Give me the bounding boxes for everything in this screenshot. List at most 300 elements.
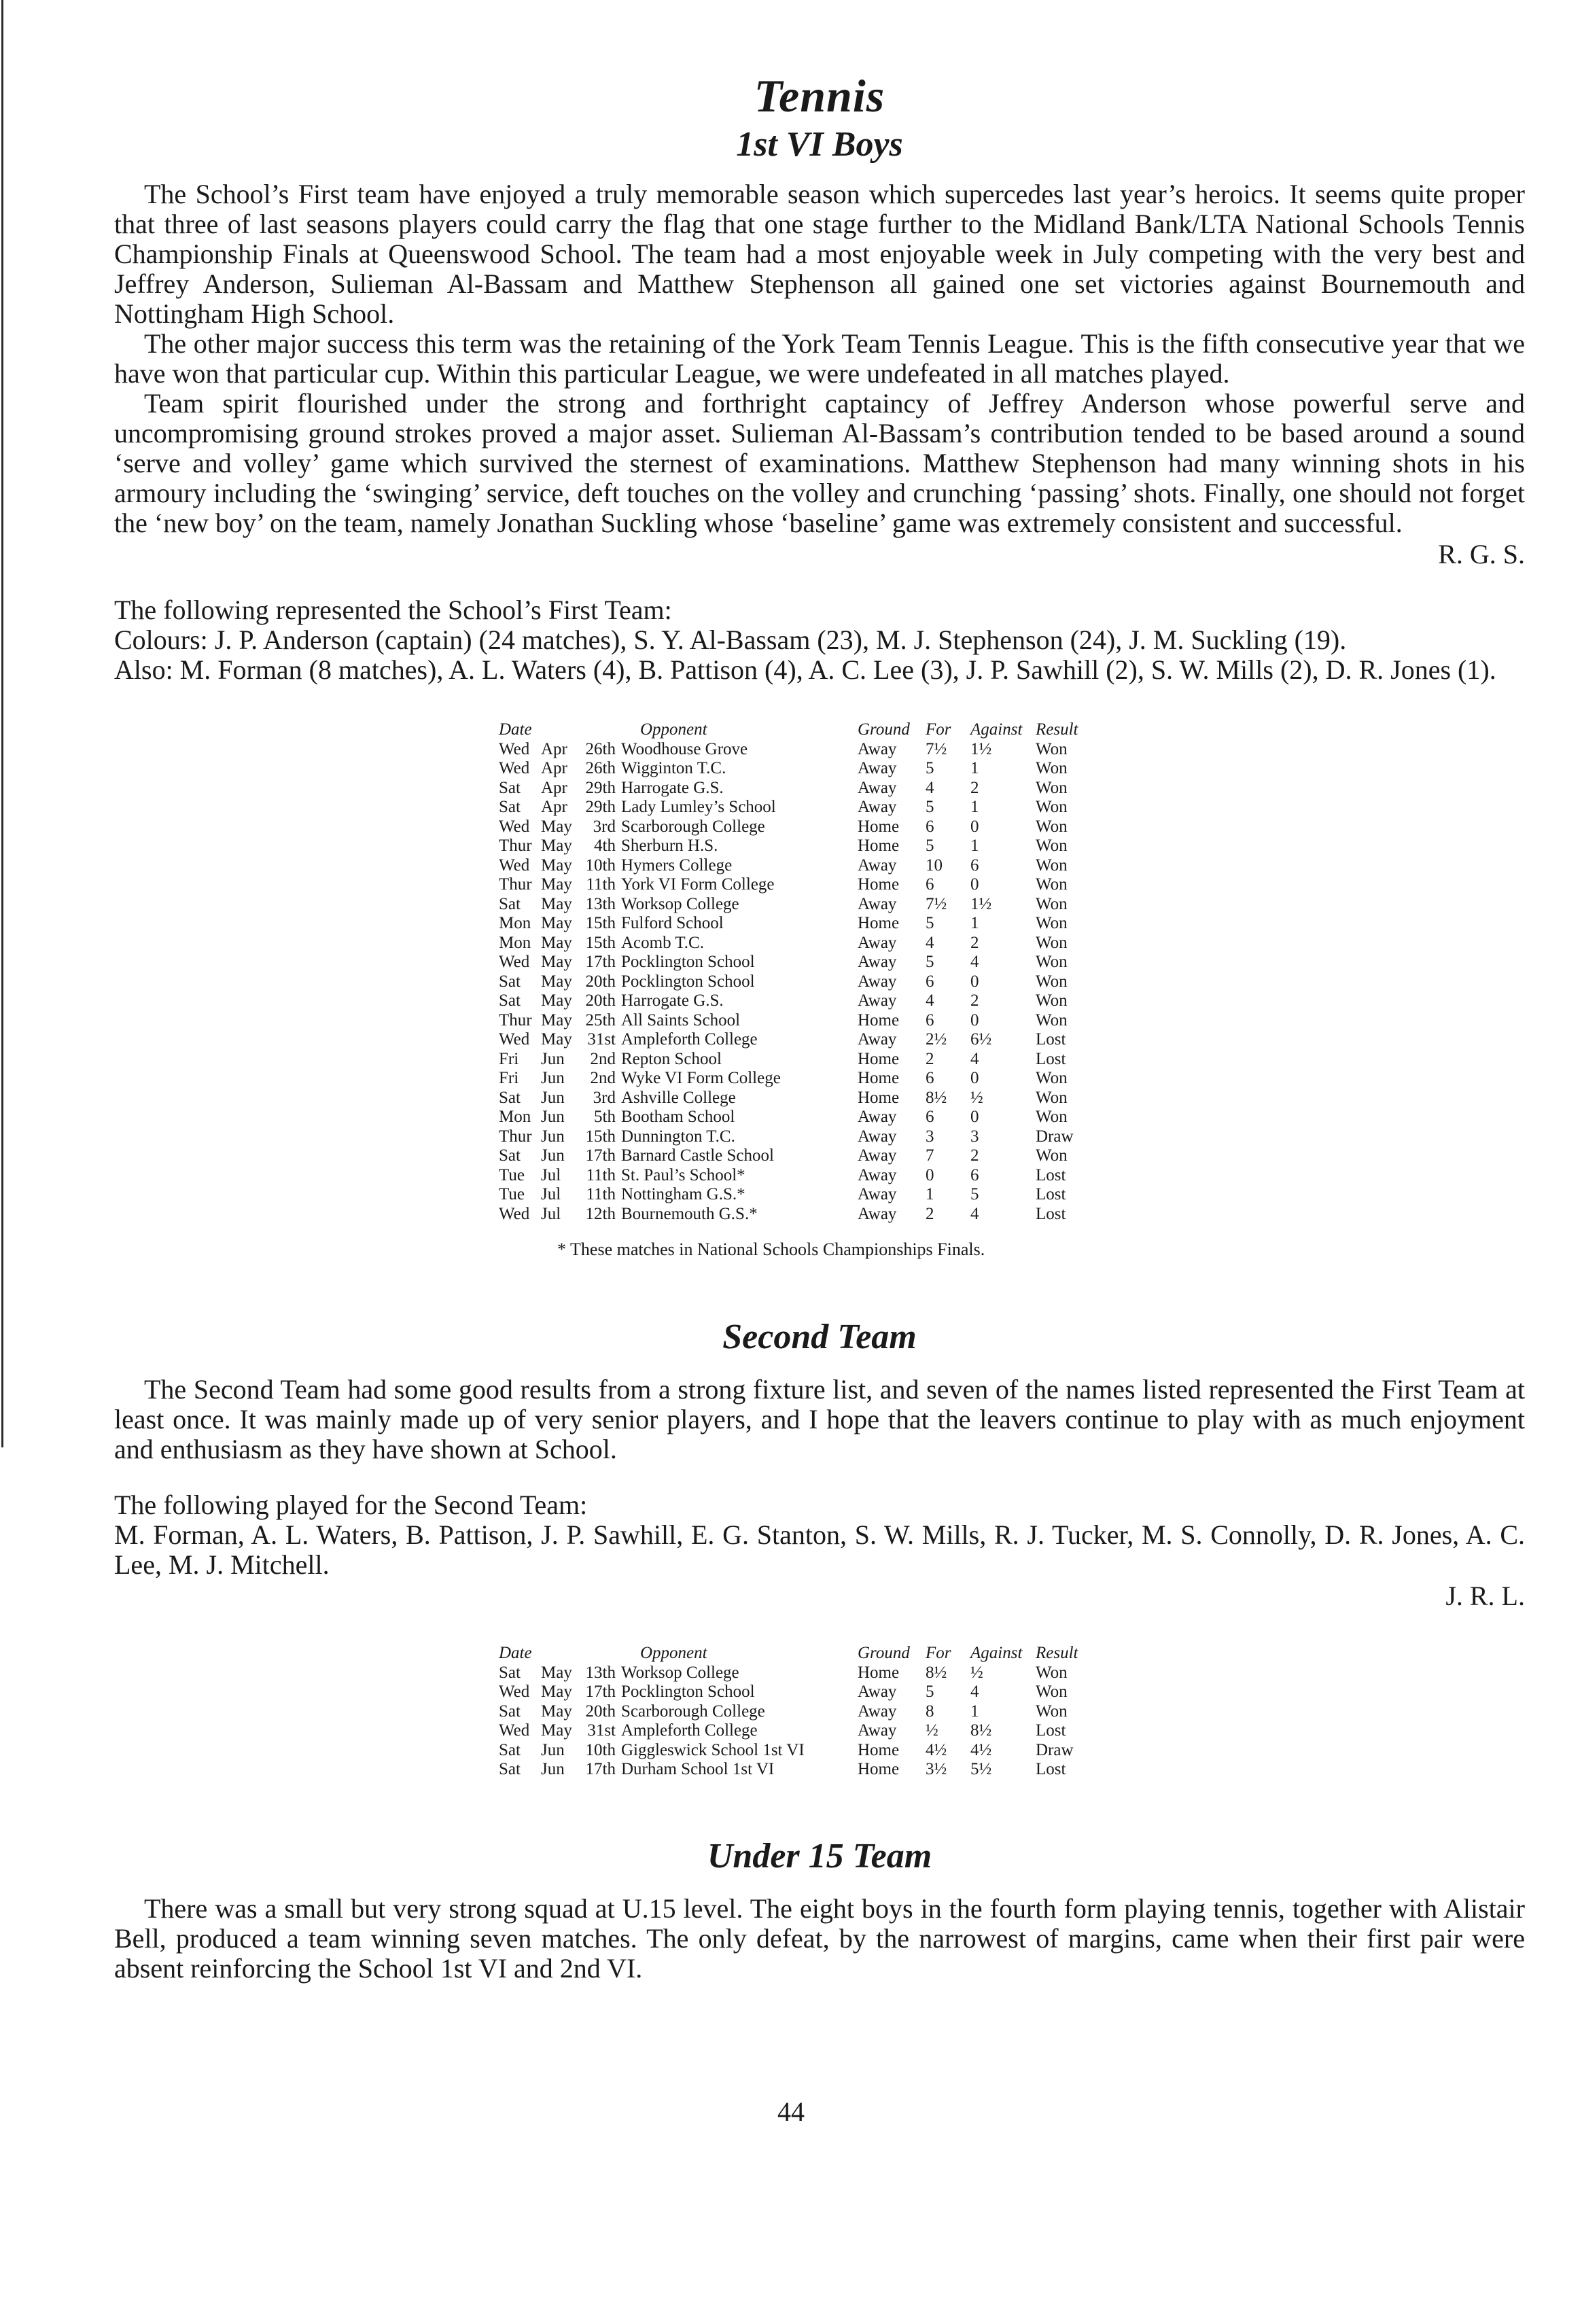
cell-opponent: Ashville College xyxy=(621,1088,736,1107)
cell-day: Sat xyxy=(499,972,521,991)
cell-month: May xyxy=(541,817,572,836)
cell-ground: Away xyxy=(858,1146,897,1165)
cell-for: 6 xyxy=(926,972,934,991)
cell-opponent: Durham School 1st VI xyxy=(621,1760,775,1778)
cell-ground: Home xyxy=(858,1760,900,1778)
cell-month: May xyxy=(541,1721,572,1740)
cell-date: 31st xyxy=(587,1030,616,1049)
cell-opponent: Scarborough College xyxy=(621,1702,765,1721)
cell-ground: Away xyxy=(858,739,897,758)
cell-result: Won xyxy=(1036,1010,1068,1029)
cell-date: 10th xyxy=(585,1740,616,1759)
cell-against: 0 xyxy=(970,1108,979,1126)
cell-result: Lost xyxy=(1036,1030,1066,1049)
cell-result: Won xyxy=(1036,856,1068,875)
cell-month: May xyxy=(541,1683,572,1701)
table-row xyxy=(499,1185,1090,1205)
table-row xyxy=(499,1127,1090,1147)
cell-for: 5 xyxy=(926,953,934,971)
table-row xyxy=(499,759,1090,779)
table-row xyxy=(499,817,1090,837)
cell-for: 6 xyxy=(926,1010,934,1029)
cell-against: 4 xyxy=(970,953,979,971)
cell-ground: Home xyxy=(858,1740,900,1759)
cell-ground: Home xyxy=(858,1088,900,1107)
header-date: Date xyxy=(499,720,532,739)
header-ground: Ground xyxy=(858,720,910,739)
table-row xyxy=(499,972,1090,992)
cell-result: Won xyxy=(1036,1108,1068,1126)
cell-day: Sat xyxy=(499,1740,521,1759)
first-team-paragraph: The other major success this term was the retaining of the York Team Tennis League. This is the fifth consecutive year that we have won that particular cup. Within this particular League, we were undefeated in all matches played. xyxy=(114,328,1525,389)
cell-day: Wed xyxy=(499,1030,530,1049)
table-row xyxy=(499,895,1090,915)
cell-result: Lost xyxy=(1036,1760,1066,1778)
first-team-also: Also: M. Forman (8 matches), A. L. Waters (4), B. Pattison (4), A. C. Lee (3), J. P. Sawhill (2), S. W. Mills (2), D. R. Jones (1). xyxy=(114,654,1496,685)
cell-day: Sat xyxy=(499,1146,521,1165)
cell-ground: Home xyxy=(858,837,900,855)
table-row xyxy=(499,837,1090,856)
cell-for: 5 xyxy=(926,914,934,932)
cell-against: 6 xyxy=(970,1165,979,1184)
cell-day: Mon xyxy=(499,914,531,932)
cell-month: Jun xyxy=(541,1760,565,1778)
cell-opponent: Bootham School xyxy=(621,1108,735,1126)
cell-date: 25th xyxy=(585,1010,616,1029)
cell-month: May xyxy=(541,856,572,875)
cell-for: 7 xyxy=(926,1146,934,1165)
cell-date: 2nd xyxy=(590,1069,616,1087)
second-team-paragraph: The Second Team had some good results from a strong fixture list, and seven of the names listed represented the First Team at least once. It was mainly made up of very senior players, and I hope that the leavers continue to play with as much enjoyment and enthusiasm as they have shown at School. xyxy=(114,1374,1525,1464)
cell-against: ½ xyxy=(970,1663,983,1682)
cell-ground: Home xyxy=(858,1069,900,1087)
cell-result: Won xyxy=(1036,817,1068,836)
cell-result: Won xyxy=(1036,1683,1068,1701)
cell-for: 0 xyxy=(926,1165,934,1184)
cell-opponent: Fulford School xyxy=(621,914,724,932)
cell-for: 6 xyxy=(926,817,934,836)
cell-ground: Away xyxy=(858,1030,897,1049)
cell-month: Jun xyxy=(541,1069,565,1087)
cell-day: Wed xyxy=(499,953,530,971)
cell-ground: Away xyxy=(858,933,897,952)
cell-ground: Home xyxy=(858,1663,900,1682)
cell-opponent: All Saints School xyxy=(621,1010,741,1029)
table-row xyxy=(499,1683,1090,1702)
table-row xyxy=(499,934,1090,953)
cell-opponent: Sherburn H.S. xyxy=(621,837,718,855)
cell-month: Jun xyxy=(541,1127,565,1146)
cell-opponent: Barnard Castle School xyxy=(621,1146,774,1165)
cell-ground: Away xyxy=(858,1204,897,1223)
cell-opponent: Harrogate G.S. xyxy=(621,778,724,797)
cell-month: May xyxy=(541,972,572,991)
table-row xyxy=(499,875,1090,895)
cell-date: 17th xyxy=(585,953,616,971)
cell-month: May xyxy=(541,875,572,894)
cell-ground: Home xyxy=(858,875,900,894)
cell-result: Lost xyxy=(1036,1204,1066,1223)
table-row xyxy=(499,991,1090,1011)
cell-month: May xyxy=(541,1010,572,1029)
cell-opponent: Ampleforth College xyxy=(621,1721,758,1740)
cell-result: Won xyxy=(1036,953,1068,971)
cell-against: 2 xyxy=(970,933,979,952)
table-row xyxy=(499,1702,1090,1722)
first-team-heading: 1st VI Boys xyxy=(736,125,903,164)
cell-opponent: Nottingham G.S.* xyxy=(621,1185,745,1203)
cell-month: May xyxy=(541,1663,572,1682)
cell-ground: Away xyxy=(858,894,897,913)
cell-day: Thur xyxy=(499,1127,532,1146)
cell-opponent: Worksop College xyxy=(621,894,739,913)
cell-date: 31st xyxy=(587,1721,616,1740)
table-row xyxy=(499,798,1090,817)
cell-against: 8½ xyxy=(970,1721,992,1740)
under15-paragraph: There was a small but very strong squad at U.15 level. The eight boys in the fourth form playing tennis, together with Alistair Bell, produced a team winning seven matches. The only defeat, by the narrowest of margins, came when their first pair were absent reinforcing the School 1st VI and 2nd VI. xyxy=(114,1892,1525,1984)
cell-result: Won xyxy=(1036,914,1068,932)
cell-opponent: Pocklington School xyxy=(621,953,755,971)
table-row xyxy=(499,856,1090,876)
cell-against: 6 xyxy=(970,856,979,875)
cell-result: Won xyxy=(1036,894,1068,913)
second-team-names: M. Forman, A. L. Waters, B. Pattison, J. P. Sawhill, E. G. Stanton, S. W. Mills, R. J. Tucker, M. S. Connolly, D. R. Jones, A. C. Lee, M. J. Mitchell. xyxy=(114,1519,1525,1580)
cell-ground: Home xyxy=(858,1049,900,1068)
cell-date: 5th xyxy=(594,1108,616,1126)
cell-month: Jul xyxy=(541,1204,561,1223)
header-date: Date xyxy=(499,1644,532,1662)
cell-against: 0 xyxy=(970,1069,979,1087)
cell-for: ½ xyxy=(926,1721,938,1740)
cell-ground: Away xyxy=(858,856,897,875)
page-edge-line xyxy=(1,0,3,1447)
cell-result: Won xyxy=(1036,798,1068,816)
cell-for: 8½ xyxy=(926,1663,947,1682)
second-team-heading: Second Team xyxy=(722,1318,917,1356)
cell-date: 13th xyxy=(585,1663,616,1682)
table-row xyxy=(499,1030,1090,1050)
first-team-results-table xyxy=(499,720,1090,1224)
cell-opponent: Woodhouse Grove xyxy=(621,739,748,758)
cell-month: Jun xyxy=(541,1049,565,1068)
cell-result: Won xyxy=(1036,1663,1068,1682)
cell-for: 6 xyxy=(926,1069,934,1087)
cell-result: Won xyxy=(1036,991,1068,1010)
cell-against: 2 xyxy=(970,1146,979,1165)
cell-ground: Away xyxy=(858,1185,897,1203)
table-row xyxy=(499,740,1090,760)
table-row xyxy=(499,1108,1090,1127)
cell-date: 17th xyxy=(585,1760,616,1778)
cell-against: 0 xyxy=(970,817,979,836)
cell-date: 20th xyxy=(585,991,616,1010)
cell-for: 3½ xyxy=(926,1760,947,1778)
cell-result: Draw xyxy=(1036,1740,1074,1759)
cell-result: Won xyxy=(1036,759,1068,777)
cell-against: 2 xyxy=(970,778,979,797)
page-title: Tennis xyxy=(754,70,885,122)
cell-month: May xyxy=(541,933,572,952)
cell-result: Won xyxy=(1036,778,1068,797)
cell-against: 2 xyxy=(970,991,979,1010)
cell-ground: Home xyxy=(858,914,900,932)
cell-date: 12th xyxy=(585,1204,616,1223)
cell-against: 0 xyxy=(970,1010,979,1029)
cell-day: Sat xyxy=(499,894,521,913)
cell-ground: Away xyxy=(858,1165,897,1184)
cell-for: 6 xyxy=(926,1108,934,1126)
table-row xyxy=(499,914,1090,934)
table-row xyxy=(499,1011,1090,1031)
cell-opponent: Bournemouth G.S.* xyxy=(621,1204,758,1223)
cell-date: 15th xyxy=(585,933,616,952)
cell-date: 2nd xyxy=(590,1049,616,1068)
cell-against: ½ xyxy=(970,1088,983,1107)
under15-heading: Under 15 Team xyxy=(707,1836,932,1876)
cell-opponent: St. Paul’s School* xyxy=(621,1165,745,1184)
cell-for: 5 xyxy=(926,759,934,777)
cell-result: Won xyxy=(1036,739,1068,758)
cell-date: 15th xyxy=(585,914,616,932)
cell-day: Sat xyxy=(499,1663,521,1682)
cell-against: 0 xyxy=(970,972,979,991)
cell-date: 26th xyxy=(585,759,616,777)
page-number: 44 xyxy=(777,2096,805,2127)
cell-date: 20th xyxy=(585,972,616,991)
header-ground: Ground xyxy=(858,1644,910,1662)
cell-ground: Away xyxy=(858,1127,897,1146)
cell-opponent: Harrogate G.S. xyxy=(621,991,724,1010)
cell-for: 4 xyxy=(926,991,934,1010)
cell-ground: Away xyxy=(858,991,897,1010)
cell-day: Wed xyxy=(499,739,530,758)
cell-result: Lost xyxy=(1036,1165,1066,1184)
table-header-row xyxy=(499,720,1090,740)
cell-date: 4th xyxy=(594,837,616,855)
cell-date: 17th xyxy=(585,1146,616,1165)
cell-month: May xyxy=(541,894,572,913)
table-header-row xyxy=(499,1644,1090,1663)
cell-result: Lost xyxy=(1036,1721,1066,1740)
cell-result: Lost xyxy=(1036,1049,1066,1068)
cell-day: Sat xyxy=(499,1702,521,1721)
second-team-played-intro: The following played for the Second Team: xyxy=(114,1490,588,1520)
cell-for: 5 xyxy=(926,837,934,855)
cell-result: Won xyxy=(1036,1069,1068,1087)
cell-result: Won xyxy=(1036,1702,1068,1721)
header-result: Result xyxy=(1036,720,1078,739)
cell-opponent: Wyke VI Form College xyxy=(621,1069,781,1087)
cell-against: 5½ xyxy=(970,1760,992,1778)
cell-day: Mon xyxy=(499,1108,531,1126)
cell-for: 4 xyxy=(926,933,934,952)
cell-month: Jun xyxy=(541,1740,565,1759)
cell-opponent: Lady Lumley’s School xyxy=(621,798,776,816)
cell-against: 6½ xyxy=(970,1030,992,1049)
cell-month: May xyxy=(541,1030,572,1049)
header-result: Result xyxy=(1036,1644,1078,1662)
cell-month: Jun xyxy=(541,1088,565,1107)
cell-opponent: Acomb T.C. xyxy=(621,933,704,952)
table-row xyxy=(499,1050,1090,1070)
cell-date: 10th xyxy=(585,856,616,875)
cell-against: 1½ xyxy=(970,894,992,913)
header-for: For xyxy=(926,1644,951,1662)
cell-date: 3rd xyxy=(593,1088,616,1107)
cell-month: May xyxy=(541,953,572,971)
cell-day: Fri xyxy=(499,1069,519,1087)
cell-for: 2 xyxy=(926,1049,934,1068)
cell-against: 1 xyxy=(970,798,979,816)
cell-date: 20th xyxy=(585,1702,616,1721)
cell-date: 13th xyxy=(585,894,616,913)
table-row xyxy=(499,1205,1090,1225)
cell-opponent: Scarborough College xyxy=(621,817,765,836)
cell-ground: Away xyxy=(858,972,897,991)
cell-against: 1 xyxy=(970,837,979,855)
table-row xyxy=(499,953,1090,972)
cell-date: 17th xyxy=(585,1683,616,1701)
cell-for: 8½ xyxy=(926,1088,947,1107)
cell-result: Won xyxy=(1036,933,1068,952)
cell-day: Thur xyxy=(499,1010,532,1029)
cell-ground: Away xyxy=(858,798,897,816)
cell-result: Won xyxy=(1036,837,1068,855)
cell-opponent: Repton School xyxy=(621,1049,722,1068)
cell-opponent: Pocklington School xyxy=(621,1683,755,1701)
cell-ground: Away xyxy=(858,1721,897,1740)
cell-day: Wed xyxy=(499,759,530,777)
cell-result: Won xyxy=(1036,1146,1068,1165)
table-row xyxy=(499,1166,1090,1186)
cell-opponent: Worksop College xyxy=(621,1663,739,1682)
cell-ground: Away xyxy=(858,1683,897,1701)
cell-day: Wed xyxy=(499,856,530,875)
cell-for: 5 xyxy=(926,798,934,816)
cell-ground: Away xyxy=(858,1108,897,1126)
cell-against: 4 xyxy=(970,1049,979,1068)
cell-for: 1 xyxy=(926,1185,934,1203)
cell-date: 11th xyxy=(586,1185,616,1203)
cell-opponent: Hymers College xyxy=(621,856,733,875)
second-team-signature: J. R. L. xyxy=(1445,1581,1525,1611)
cell-opponent: Dunnington T.C. xyxy=(621,1127,735,1146)
table-row xyxy=(499,779,1090,798)
cell-day: Sat xyxy=(499,778,521,797)
cell-ground: Away xyxy=(858,778,897,797)
cell-for: 5 xyxy=(926,1683,934,1701)
table-row xyxy=(499,1760,1090,1780)
cell-ground: Home xyxy=(858,1010,900,1029)
cell-date: 15th xyxy=(585,1127,616,1146)
cell-day: Sat xyxy=(499,1088,521,1107)
cell-for: 6 xyxy=(926,875,934,894)
cell-opponent: York VI Form College xyxy=(621,875,775,894)
first-team-signature: R. G. S. xyxy=(1438,539,1525,569)
cell-month: May xyxy=(541,991,572,1010)
table-row xyxy=(499,1069,1090,1089)
cell-ground: Away xyxy=(858,953,897,971)
cell-month: Apr xyxy=(541,798,567,816)
first-team-colours: Colours: J. P. Anderson (captain) (24 matches), S. Y. Al-Bassam (23), M. J. Stephenson (24), J. M. Suckling (19). xyxy=(114,624,1347,655)
page xyxy=(114,68,1525,1984)
cell-month: Jul xyxy=(541,1165,561,1184)
cell-month: Jul xyxy=(541,1185,561,1203)
cell-month: May xyxy=(541,837,572,855)
cell-day: Fri xyxy=(499,1049,519,1068)
cell-month: Apr xyxy=(541,778,567,797)
table-row xyxy=(499,1741,1090,1761)
cell-result: Lost xyxy=(1036,1185,1066,1203)
cell-date: 3rd xyxy=(593,817,616,836)
cell-against: 0 xyxy=(970,875,979,894)
cell-result: Won xyxy=(1036,1088,1068,1107)
cell-for: 4½ xyxy=(926,1740,947,1759)
cell-day: Wed xyxy=(499,817,530,836)
cell-for: 2½ xyxy=(926,1030,947,1049)
first-team-represented-intro: The following represented the School’s First Team: xyxy=(114,595,672,625)
cell-for: 8 xyxy=(926,1702,934,1721)
cell-month: May xyxy=(541,1702,572,1721)
cell-against: 1½ xyxy=(970,739,992,758)
cell-month: Jun xyxy=(541,1108,565,1126)
cell-month: Apr xyxy=(541,759,567,777)
table-row xyxy=(499,1146,1090,1166)
cell-ground: Away xyxy=(858,759,897,777)
cell-against: 4½ xyxy=(970,1740,992,1759)
cell-month: Jun xyxy=(541,1146,565,1165)
cell-for: 4 xyxy=(926,778,934,797)
cell-date: 11th xyxy=(586,875,616,894)
cell-day: Wed xyxy=(499,1683,530,1701)
cell-ground: Away xyxy=(858,1702,897,1721)
cell-ground: Home xyxy=(858,817,900,836)
cell-date: 29th xyxy=(585,798,616,816)
cell-day: Wed xyxy=(499,1721,530,1740)
cell-opponent: Pocklington School xyxy=(621,972,755,991)
cell-day: Wed xyxy=(499,1204,530,1223)
cell-against: 4 xyxy=(970,1204,979,1223)
cell-against: 1 xyxy=(970,1702,979,1721)
table-row xyxy=(499,1721,1090,1741)
cell-against: 3 xyxy=(970,1127,979,1146)
cell-day: Thur xyxy=(499,875,532,894)
cell-against: 5 xyxy=(970,1185,979,1203)
cell-for: 2 xyxy=(926,1204,934,1223)
header-opponent: Opponent xyxy=(640,1644,707,1662)
first-team-paragraph: Team spirit flourished under the strong and forthright captaincy of Jeffrey Anderson whose powerful serve and uncompromising ground strokes proved a major asset. Sulieman Al-Bassam’s contribution tended to be based around a sound ‘serve and volley’ game which survived the sternest of examinations. Matthew Stephenson had many winning shots in his armoury including the ‘swinging’ service, deft touches on the volley and crunching ‘passing’ shots. Finally, one should not forget the ‘new boy’ on the team, namely Jonathan Suckling whose ‘baseline’ game was extremely consistent and successful. xyxy=(114,388,1525,538)
cell-day: Thur xyxy=(499,837,532,855)
cell-against: 1 xyxy=(970,759,979,777)
cell-day: Sat xyxy=(499,991,521,1010)
second-team-results-table xyxy=(499,1644,1090,1780)
cell-date: 29th xyxy=(585,778,616,797)
cell-date: 11th xyxy=(586,1165,616,1184)
cell-result: Won xyxy=(1036,875,1068,894)
cell-day: Tue xyxy=(499,1185,525,1203)
table-row xyxy=(499,1663,1090,1683)
header-against: Against xyxy=(970,720,1023,739)
cell-month: May xyxy=(541,914,572,932)
cell-day: Tue xyxy=(499,1165,525,1184)
cell-opponent: Giggleswick School 1st VI xyxy=(621,1740,805,1759)
cell-for: 3 xyxy=(926,1127,934,1146)
first-team-paragraph: The School’s First team have enjoyed a truly memorable season which supercedes last year’s heroics. It seems quite proper that three of last seasons players could carry the flag that one stage further to the Midland Bank/LTA National Schools Tennis Championship Finals at Queenswood School. The team had a most enjoyable week in July competing with the very best and Jeffrey Anderson, Sulieman Al-Bassam and Matthew Stephenson all gained one set victories against Bournemouth and Nottingham High School. xyxy=(114,179,1525,329)
cell-day: Sat xyxy=(499,1760,521,1778)
first-team-footnote: * These matches in National Schools Championships Finals. xyxy=(557,1239,985,1259)
cell-day: Sat xyxy=(499,798,521,816)
header-opponent: Opponent xyxy=(640,720,707,739)
